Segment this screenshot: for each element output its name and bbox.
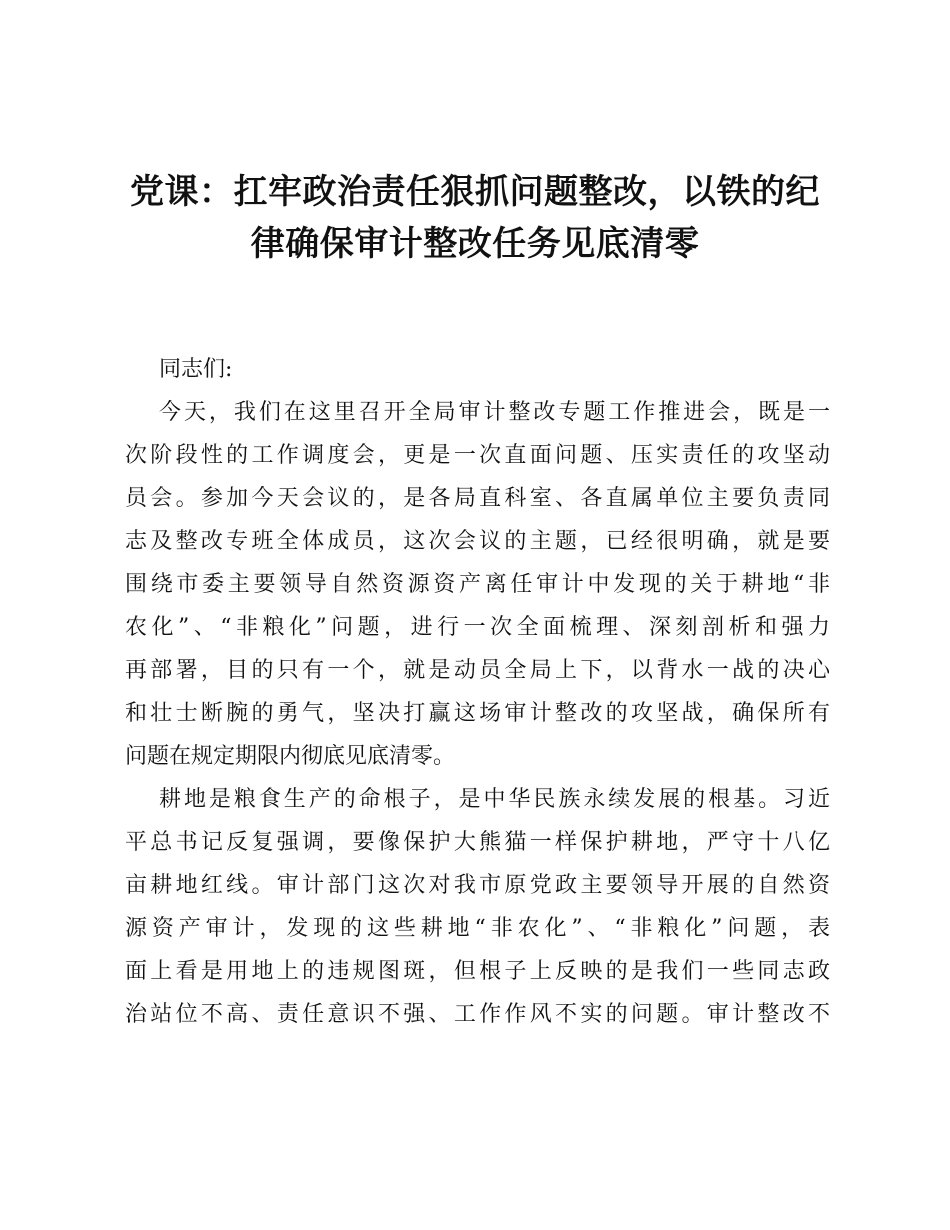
document-body [125,348,830,1036]
paragraph-line: 面上看是用地上的违规图斑，但根子上反映的是我们一些同志政 [125,959,830,984]
salutation: 同志们: [159,357,233,382]
paragraph-line: 问题在规定期限内彻底见底清零。 [125,744,456,769]
paragraph-line: 源资产审计，发现的这些耕地“非农化”、“非粮化”问题，表 [125,916,830,941]
paragraph-line: 治站位不高、责任意识不强、工作作风不实的问题。审计整改不 [125,1002,830,1027]
document-title [110,166,840,270]
paragraph-line: 耕地是粮食生产的命根子，是中华民族永续发展的根基。习近 [159,787,830,812]
title-line: 党课：扛牢政治责任狠抓问题整改，以铁的纪 [130,172,820,212]
paragraph-line: 志及整改专班全体成员，这次会议的主题，已经很明确，就是要 [125,529,830,554]
paragraph-line: 和壮士断腕的勇气，坚决打赢这场审计整改的攻坚战，确保所有 [125,701,830,726]
paragraph-line: 农化”、“非粮化”问题，进行一次全面梳理、深刻剖析和强力 [125,615,830,640]
paragraph-line: 员会。参加今天会议的，是各局直科室、各直属单位主要负责同 [125,486,830,511]
paragraph-line: 亩耕地红线。审计部门这次对我市原党政主要领导开展的自然资 [125,873,830,898]
paragraph-line: 今天，我们在这里召开全局审计整改专题工作推进会，既是一 [159,400,830,425]
paragraph-line: 平总书记反复强调，要像保护大熊猫一样保护耕地，严守十八亿 [125,830,830,855]
paragraph-1 [125,391,830,778]
paragraph-line: 围绕市委主要领导自然资源资产离任审计中发现的关于耕地“非 [125,572,830,597]
paragraph-line: 次阶段性的工作调度会，更是一次直面问题、压实责任的攻坚动 [125,443,830,468]
title-line: 律确保审计整改任务见底清零 [250,224,700,264]
paragraph-line: 再部署，目的只有一个，就是动员全局上下，以背水一战的决心 [125,658,830,683]
paragraph-2 [125,778,830,1036]
